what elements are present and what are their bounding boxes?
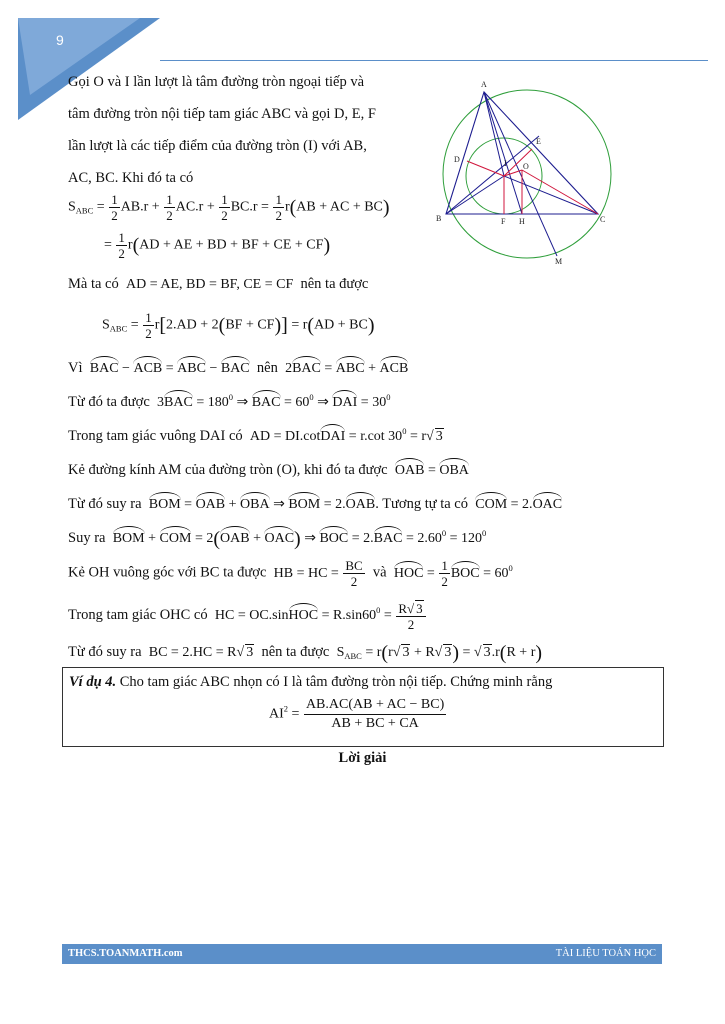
label-m: M [555, 257, 563, 266]
formula-area-3: $S_{ABC}$ = $\frac{1}{2}$ r[2.AD + 2(BF + CF)] = r(AD + BC) [102, 310, 375, 341]
example-box [62, 667, 664, 747]
line-ke-duong-kinh: Kẻ đường kính AM của đường tròn (O), khi đó ta được OAB = OBA [68, 462, 469, 478]
line-suy-ra: Suy ra BOM + COM = 2(OAB + OAC) ⇒ BOC = $2.BAC = 2.60^0 = 120^0$ [68, 528, 487, 550]
line-ma-co: Mà ta có AD = AE, BD = BF, CE = CF nên ta được [68, 276, 369, 292]
label-h: H [519, 217, 525, 226]
label-c: C [600, 215, 606, 224]
formula-area-1: $S_{ABC}$ = $\frac{1}{2}$ AB.r + $\frac{1}{2}$ AC.r + $\frac{1}{2}$ BC.r = $\frac{1}{2}$ r(AB + AC + BC) [68, 192, 390, 223]
footer-title: TÀI LIỆU TOÁN HỌC [555, 948, 656, 959]
line-vi: Vì BAC − ACB = ABC − BAC nên 2BAC = ABC + ACB [68, 360, 409, 376]
line-bc: Từ đó suy ra BC = 2.HC = R√ 3 nên ta được $S_{ABC} = r(r√$ 3 + R√ 3) = √ 3.r(R + r) [68, 642, 543, 664]
line-tu-do: Từ đó ta được $3BAC = 180^0$ ⇒ BAC = $60^0$ ⇒ DAI = $30^0$ [68, 392, 391, 410]
page-number: 9 [56, 32, 64, 48]
example-statement [69, 674, 552, 691]
example-formula: $AI^2$ = $\frac{AB.AC(AB + AC - BC)}{AB + BC + CA}$ [269, 697, 445, 731]
label-o: O [523, 162, 529, 171]
label-e: E [536, 137, 541, 146]
label-a: A [481, 80, 487, 89]
formula-area-2: = $\frac{1}{2}$ r(AD + AE + BD + BF + CE + CF) [104, 230, 331, 261]
header-rule [160, 60, 708, 61]
line-ohc: Trong tam giác OHC có HC = OC.sinHOC = $R.\sin 60^0$ = $\frac{R√ 3}{2}$ [68, 600, 427, 632]
example-denominator: AB + BC + CA [331, 716, 419, 731]
line-dai: Trong tam giác vuông DAI có AD = DI.cotDAI = r.cot $30^0 = r√$ 3 [68, 426, 443, 444]
intro-line: lần lượt là các tiếp điểm của đường tròn (I) với AB, [68, 138, 367, 154]
intro-paragraph [68, 66, 418, 194]
intro-line: AC, BC. Khi đó ta có [68, 170, 194, 186]
label-f: F [501, 217, 506, 226]
footer-bar [62, 944, 662, 964]
example-text: Cho tam giác ABC nhọn có I là tâm đường tròn nội tiếp. Chứng minh rằng [119, 674, 553, 690]
intro-line: Gọi O và I lần lượt là tâm đường tròn ngoại tiếp và [68, 74, 365, 90]
line-ke-oh: Kẻ OH vuông góc với BC ta được HB = HC = $\frac{BC}{2}$ và HOC = $\frac{1}{2}$ BOC = $60^0$ [68, 558, 513, 589]
geometry-figure [430, 72, 620, 272]
solution-heading: Lời giải [338, 750, 387, 766]
label-i: I [504, 159, 507, 168]
label-d: D [454, 155, 460, 164]
footer-site-link[interactable]: THCS.TOANMATH.com [68, 948, 183, 959]
label-b: B [436, 214, 442, 223]
example-numerator: AB.AC(AB + AC − BC) [304, 696, 446, 715]
example-label: Ví dụ 4. [69, 674, 117, 690]
intro-line: tâm đường tròn nội tiếp tam giác ABC và gọi D, E, F [68, 106, 376, 122]
line-bom: Từ đó suy ra BOM = OAB + OBA ⇒ BOM = 2.OAB. Tương tự ta có COM = 2.OAC [68, 496, 563, 512]
